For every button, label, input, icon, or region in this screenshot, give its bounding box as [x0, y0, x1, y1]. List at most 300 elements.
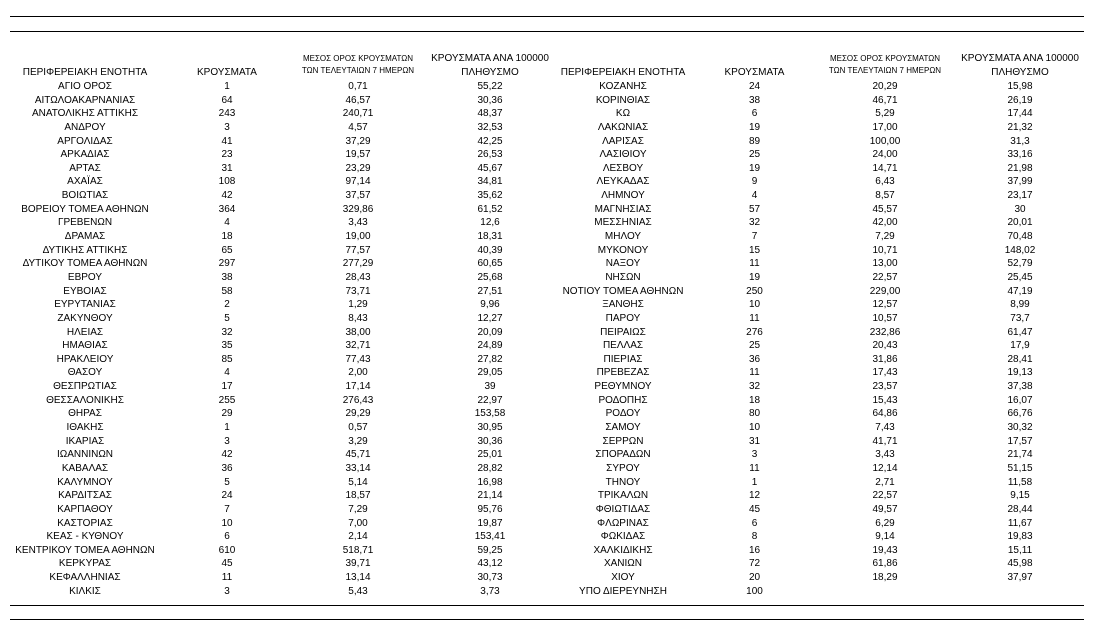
cases-cell: 4: [224, 217, 230, 229]
avg-cell: 29,29: [345, 408, 371, 420]
region-cell: ΣΑΜΟΥ: [605, 422, 641, 434]
per100k-cell: 26,19: [1007, 94, 1033, 106]
avg-cell: 31,86: [872, 353, 898, 365]
per100k-cell: 8,99: [1010, 299, 1030, 311]
region-cell: ΧΙΟΥ: [611, 572, 635, 584]
avg-cell: 46,71: [872, 94, 898, 106]
per100k-cell: 9,96: [480, 299, 500, 311]
cases-cell: 36: [221, 462, 233, 474]
avg-cell: 7,29: [348, 503, 368, 515]
header-top-rule: [10, 31, 1084, 32]
avg-cell: 49,57: [872, 503, 898, 515]
table-bottom-rule: [10, 605, 1084, 606]
header-avg-line1: ΜΕΣΟΣ ΟΡΟΣ ΚΡΟΥΣΜΑΤΩΝ: [829, 54, 941, 63]
region-cell: ΛΕΣΒΟΥ: [602, 162, 644, 174]
per100k-cell: 17,57: [1007, 435, 1033, 447]
avg-cell: 18,29: [872, 572, 898, 584]
region-cell: ΒΟΙΩΤΙΑΣ: [61, 190, 109, 202]
cases-cell: 276: [746, 326, 763, 338]
region-cell: ΛΑΚΩΝΙΑΣ: [597, 121, 649, 133]
cases-cell: 3: [224, 585, 230, 597]
per100k-cell: 20,01: [1007, 217, 1033, 229]
cases-cell: 65: [221, 244, 233, 256]
avg-cell: 45,57: [872, 203, 898, 215]
region-cell: ΜΗΛΟΥ: [604, 231, 642, 243]
per100k-cell: 25,45: [1007, 271, 1033, 283]
region-cell: ΗΡΑΚΛΕΙΟΥ: [56, 353, 114, 365]
per100k-cell: 45,67: [477, 162, 503, 174]
cases-cell: 42: [221, 190, 233, 202]
per100k-cell: 28,44: [1007, 503, 1033, 515]
cases-cell: 3: [224, 121, 230, 133]
avg-cell: 12,57: [872, 299, 898, 311]
cases-cell: 6: [751, 108, 758, 120]
region-cell: ΕΥΒΟΙΑΣ: [63, 285, 107, 297]
avg-cell: 15,43: [872, 394, 898, 406]
region-cell: ΛΑΣΙΘΙΟΥ: [599, 149, 647, 161]
region-cell: ΜΑΓΝΗΣΙΑΣ: [594, 203, 652, 215]
cases-cell: 12: [748, 490, 761, 502]
per100k-cell: 19,83: [1007, 531, 1033, 543]
cases-cell: 3: [224, 435, 230, 447]
cases-cell: 19: [748, 162, 761, 174]
header-cases-right: ΚΡΟΥΣΜΑΤΑ: [724, 67, 785, 78]
per100k-cell: 30,73: [477, 572, 503, 584]
region-cell: ΚΕΑΣ - ΚΥΘΝΟΥ: [46, 531, 124, 543]
region-cell: ΙΩΑΝΝΙΝΩΝ: [56, 449, 114, 461]
region-cell: ΚΕΡΚΥΡΑΣ: [58, 558, 112, 570]
avg-cell: 20,43: [872, 340, 898, 352]
region-cell: ΡΕΘΥΜΝΟΥ: [594, 381, 652, 393]
avg-cell: 20,29: [872, 81, 898, 92]
avg-cell: 0,57: [348, 422, 368, 434]
per100k-cell: 16,98: [477, 476, 503, 488]
avg-cell: 0,71: [348, 81, 368, 92]
per100k-cell: 20,09: [477, 326, 503, 338]
avg-cell: 518,71: [342, 544, 374, 556]
region-cell: ΣΕΡΡΩΝ: [602, 435, 644, 447]
avg-cell: 10,71: [872, 244, 898, 256]
header-per100k-line2: ΠΛΗΘΥΣΜΟ: [991, 67, 1049, 78]
cases-cell: 58: [221, 285, 233, 297]
left-avg-column: [313, 80, 403, 598]
per100k-cell: 28,82: [477, 462, 503, 474]
avg-cell: 277,29: [342, 258, 374, 270]
avg-cell: 10,57: [872, 312, 898, 324]
cases-cell: 11: [749, 462, 760, 474]
cases-cell: 41: [221, 135, 233, 147]
avg-cell: 4,57: [348, 121, 368, 133]
avg-cell: 12,14: [872, 462, 898, 474]
region-cell: ΘΑΣΟΥ: [67, 367, 103, 379]
region-cell: ΠΕΙΡΑΙΩΣ: [600, 326, 646, 338]
cases-cell: 8: [751, 531, 758, 543]
per100k-cell: 25,01: [477, 449, 503, 461]
header-per100k-line1: ΚΡΟΥΣΜΑΤΑ ΑΝΑ 100000: [961, 53, 1079, 64]
region-cell: ΠΕΛΛΑΣ: [602, 340, 644, 352]
cases-cell: 10: [748, 299, 761, 311]
cases-cell: 45: [221, 558, 233, 570]
region-cell: ΚΑΡΔΙΤΣΑΣ: [58, 490, 112, 502]
avg-cell: 6,43: [875, 176, 895, 188]
cases-cell: 18: [748, 394, 761, 406]
per100k-cell: 55,22: [477, 81, 503, 92]
region-cell: ΑΙΤΩΛΟΑΚΑΡΝΑΝΙΑΣ: [34, 94, 136, 106]
avg-cell: 5,14: [348, 476, 368, 488]
region-cell: ΘΕΣΣΑΛΟΝΙΚΗΣ: [46, 394, 124, 406]
per100k-cell: 16,07: [1007, 394, 1033, 406]
per100k-cell: 45,98: [1007, 558, 1033, 570]
avg-cell: 19,57: [345, 149, 371, 161]
avg-cell: 2,71: [875, 476, 895, 488]
per100k-cell: 43,12: [477, 558, 503, 570]
header-avg-line2: ΤΩΝ ΤΕΛΕΥΤΑΙΩΝ 7 ΗΜΕΡΩΝ: [301, 66, 415, 75]
cases-cell: 10: [221, 517, 233, 529]
region-cell: ΒΟΡΕΙΟΥ ΤΟΜΕΑ ΑΘΗΝΩΝ: [21, 203, 149, 215]
region-cell: ΑΝΔΡΟΥ: [64, 121, 106, 133]
per100k-cell: 30,36: [477, 435, 503, 447]
cases-cell: 610: [218, 544, 236, 556]
per100k-cell: 21,98: [1007, 162, 1033, 174]
per100k-cell: 11,67: [1007, 517, 1033, 529]
per100k-cell: 9,15: [1010, 490, 1030, 502]
avg-cell: 14,71: [872, 162, 898, 174]
per100k-cell: 95,76: [477, 503, 503, 515]
region-cell: ΚΑΛΥΜΝΟΥ: [57, 476, 113, 488]
per100k-cell: 3,73: [480, 585, 500, 597]
cases-cell: 297: [218, 258, 236, 270]
per100k-cell: 18,31: [477, 231, 503, 243]
per100k-cell: 26,53: [477, 149, 503, 161]
avg-cell: 8,43: [348, 312, 368, 324]
cases-cell: 89: [748, 135, 761, 147]
per100k-cell: [975, 585, 1065, 599]
cases-cell: 32: [221, 326, 233, 338]
region-cell: ΗΜΑΘΙΑΣ: [62, 340, 108, 352]
region-cell: ΗΛΕΙΑΣ: [66, 326, 104, 338]
cases-cell: 64: [221, 94, 233, 106]
region-cell: ΕΒΡΟΥ: [67, 271, 103, 283]
avg-cell: 2,14: [348, 531, 368, 543]
header-per100k-line2: ΠΛΗΘΥΣΜΟ: [461, 67, 519, 78]
cases-cell: 18: [221, 231, 233, 243]
cases-cell: 32: [748, 217, 761, 229]
region-cell: ΤΡΙΚΑΛΩΝ: [597, 490, 649, 502]
header-per100k-right: [950, 52, 1090, 80]
cases-cell: 9: [751, 176, 758, 188]
cases-cell: 57: [748, 203, 761, 215]
cases-cell: 4: [224, 367, 230, 379]
per100k-cell: 47,19: [1007, 285, 1033, 297]
per100k-cell: 25,68: [477, 271, 503, 283]
avg-cell: 38,00: [345, 326, 371, 338]
left-per100k-column: [445, 80, 535, 598]
avg-cell: 17,43: [872, 367, 898, 379]
region-cell: ΥΠΟ ΔΙΕΡΕΥΝΗΣΗ: [579, 585, 667, 597]
avg-cell: 9,14: [875, 531, 895, 543]
avg-cell: 41,71: [872, 435, 898, 447]
avg-cell: 7,00: [348, 517, 368, 529]
bottom-rule: [10, 619, 1084, 620]
header-avg-left: [288, 53, 428, 77]
avg-cell: 5,29: [875, 108, 895, 120]
region-cell: ΦΩΚΙΔΑΣ: [600, 531, 646, 543]
region-cell: ΛΗΜΝΟΥ: [601, 190, 645, 202]
region-cell: ΡΟΔΟΠΗΣ: [598, 394, 648, 406]
region-cell: ΦΘΙΩΤΙΔΑΣ: [595, 503, 651, 515]
avg-cell: 37,57: [345, 190, 371, 202]
cases-cell: 100: [746, 585, 763, 597]
avg-cell: 8,57: [875, 190, 895, 202]
cases-cell: 1: [751, 476, 758, 488]
avg-cell: 97,14: [345, 176, 371, 188]
per100k-cell: 27,51: [477, 285, 503, 297]
region-cell: ΔΡΑΜΑΣ: [64, 231, 106, 243]
region-cell: ΘΗΡΑΣ: [68, 408, 102, 420]
per100k-cell: 12,6: [480, 217, 500, 229]
cases-cell: 31: [221, 162, 233, 174]
per100k-cell: 11,58: [1007, 476, 1033, 488]
avg-cell: 3,43: [348, 217, 368, 229]
header-per100k-line1: ΚΡΟΥΣΜΑΤΑ ΑΝΑ 100000: [431, 53, 549, 64]
region-cell: ΧΑΝΙΩΝ: [603, 558, 643, 570]
region-cell: ΚΑΒΑΛΑΣ: [61, 462, 109, 474]
per100k-cell: 32,53: [477, 121, 503, 133]
avg-cell: 3,43: [875, 449, 895, 461]
left-region-column: [10, 80, 160, 598]
cases-cell: 7: [224, 503, 230, 515]
cases-cell: 108: [218, 176, 236, 188]
per100k-cell: 15,11: [1007, 544, 1033, 556]
cases-cell: 16: [748, 544, 761, 556]
cases-cell: 38: [748, 94, 761, 106]
per100k-cell: 27,82: [477, 353, 503, 365]
cases-cell: 3: [751, 449, 758, 461]
per100k-cell: 40,39: [477, 244, 503, 256]
cases-cell: 2: [224, 299, 230, 311]
avg-cell: 61,86: [872, 558, 898, 570]
avg-cell: 7,43: [875, 422, 895, 434]
avg-cell: 39,71: [345, 558, 371, 570]
per100k-cell: 24,89: [477, 340, 503, 352]
per100k-cell: 39: [484, 381, 496, 393]
avg-cell: 229,00: [869, 285, 901, 297]
header-avg-right: [815, 53, 955, 77]
per100k-cell: 29,05: [477, 367, 503, 379]
per100k-cell: 70,48: [1007, 231, 1033, 243]
region-cell: ΙΘΑΚΗΣ: [66, 422, 104, 434]
cases-cell: 45: [748, 503, 761, 515]
region-cell: ΑΝΑΤΟΛΙΚΗΣ ΑΤΤΙΚΗΣ: [31, 108, 139, 120]
right-per100k-column: [975, 80, 1065, 598]
per100k-cell: 37,99: [1007, 176, 1033, 188]
cases-cell: 11: [221, 572, 233, 584]
cases-cell: 31: [748, 435, 761, 447]
avg-cell: 45,71: [345, 449, 371, 461]
avg-cell: 240,71: [342, 108, 374, 120]
per100k-cell: 17,44: [1007, 108, 1033, 120]
cases-cell: 6: [224, 531, 230, 543]
per100k-cell: 22,97: [477, 394, 503, 406]
per100k-cell: 21,74: [1007, 449, 1033, 461]
avg-cell: 7,29: [875, 231, 895, 243]
avg-cell: 28,43: [345, 271, 371, 283]
cases-cell: 243: [218, 108, 236, 120]
per100k-cell: 12,27: [477, 312, 503, 324]
cases-cell: 80: [748, 408, 761, 420]
per100k-cell: 15,98: [1007, 81, 1033, 92]
cases-cell: 20: [748, 572, 761, 584]
region-cell: ΚΟΡΙΝΘΙΑΣ: [595, 94, 651, 106]
region-cell: ΞΑΝΘΗΣ: [602, 299, 644, 311]
per100k-cell: 73,7: [1010, 312, 1030, 324]
region-cell: ΑΡΤΑΣ: [69, 162, 101, 174]
avg-cell: 77,43: [345, 353, 371, 365]
region-cell: ΙΚΑΡΙΑΣ: [65, 435, 105, 447]
region-cell: ΣΠΟΡΑΔΩΝ: [595, 449, 651, 461]
header-avg-line1: ΜΕΣΟΣ ΟΡΟΣ ΚΡΟΥΣΜΑΤΩΝ: [302, 54, 414, 63]
avg-cell: 100,00: [869, 135, 901, 147]
region-cell: ΑΓΙΟ ΟΡΟΣ: [58, 81, 112, 92]
per100k-cell: 30,36: [477, 94, 503, 106]
cases-cell: 15: [748, 244, 761, 256]
avg-cell: 17,00: [872, 121, 898, 133]
per100k-cell: 52,79: [1007, 258, 1033, 270]
region-cell: ΔΥΤΙΚΗΣ ΑΤΤΙΚΗΣ: [42, 244, 128, 256]
avg-cell: 1,29: [348, 299, 368, 311]
region-cell: ΚΕΦΑΛΛΗΝΙΑΣ: [49, 572, 121, 584]
per100k-cell: 23,17: [1007, 190, 1033, 202]
region-cell: ΚΑΡΠΑΘΟΥ: [57, 503, 113, 515]
region-cell: ΝΟΤΙΟΥ ΤΟΜΕΑ ΑΘΗΝΩΝ: [562, 285, 684, 297]
per100k-cell: 30,95: [477, 422, 503, 434]
cases-cell: 23: [221, 149, 233, 161]
region-cell: ΝΗΣΩΝ: [605, 271, 641, 283]
cases-cell: 11: [749, 258, 760, 270]
left-cases-column: [192, 80, 262, 598]
cases-cell: 250: [746, 285, 763, 297]
cases-cell: 1: [224, 81, 230, 92]
per100k-cell: 153,41: [474, 531, 506, 543]
avg-cell: 232,86: [869, 326, 901, 338]
per100k-cell: 51,15: [1007, 462, 1033, 474]
cases-cell: 11: [749, 367, 760, 379]
header-cases-left: ΚΡΟΥΣΜΑΤΑ: [197, 67, 257, 78]
cases-cell: 255: [218, 394, 236, 406]
region-cell: ΛΑΡΙΣΑΣ: [602, 135, 644, 147]
region-cell: ΚΕΝΤΡΙΚΟΥ ΤΟΜΕΑ ΑΘΗΝΩΝ: [15, 544, 155, 556]
header-region-right: ΠΕΡΙΦΕΡΕΙΑΚΗ ΕΝΟΤΗΤΑ: [560, 67, 686, 78]
region-cell: ΠΙΕΡΙΑΣ: [603, 353, 643, 365]
region-cell: ΚΑΣΤΟΡΙΑΣ: [57, 517, 113, 529]
region-cell: ΦΛΩΡΙΝΑΣ: [597, 517, 649, 529]
cases-cell: 19: [748, 121, 761, 133]
cases-cell: 72: [748, 558, 761, 570]
avg-cell: 23,57: [872, 381, 898, 393]
cases-cell: 35: [221, 340, 233, 352]
region-cell: ΡΟΔΟΥ: [605, 408, 641, 420]
avg-cell: 64,86: [872, 408, 898, 420]
avg-cell: 22,57: [872, 490, 898, 502]
cases-cell: 11: [749, 312, 760, 324]
right-cases-column: [717, 80, 792, 598]
cases-cell: 25: [748, 149, 761, 161]
per100k-cell: 34,81: [477, 176, 503, 188]
per100k-cell: 60,65: [477, 258, 503, 270]
avg-cell: 18,57: [345, 490, 371, 502]
cases-cell: 6: [751, 517, 758, 529]
per100k-cell: 61,52: [477, 203, 503, 215]
per100k-cell: 35,62: [477, 190, 503, 202]
region-cell: ΑΡΚΑΔΙΑΣ: [60, 149, 110, 161]
per100k-cell: 37,97: [1007, 572, 1033, 584]
region-cell: ΚΟΖΑΝΗΣ: [599, 81, 647, 92]
cases-cell: 4: [751, 190, 758, 202]
region-cell: ΣΥΡΟΥ: [606, 462, 640, 474]
avg-cell: 3,29: [348, 435, 368, 447]
region-cell: ΠΑΡΟΥ: [605, 312, 641, 324]
region-cell: ΛΕΥΚΑΔΑΣ: [596, 176, 650, 188]
avg-cell: 23,29: [345, 162, 371, 174]
avg-cell: 46,57: [345, 94, 371, 106]
region-cell: ΜΥΚΟΝΟΥ: [597, 244, 649, 256]
region-cell: ΔΥΤΙΚΟΥ ΤΟΜΕΑ ΑΘΗΝΩΝ: [22, 258, 148, 270]
avg-cell: 6,29: [875, 517, 895, 529]
right-avg-column: [840, 80, 930, 598]
avg-cell: 33,14: [345, 462, 371, 474]
avg-cell: 17,14: [345, 381, 371, 393]
per100k-cell: 37,38: [1007, 381, 1033, 393]
avg-cell: 19,00: [345, 231, 371, 243]
avg-cell: [840, 585, 930, 599]
avg-cell: 37,29: [345, 135, 371, 147]
region-cell: ΕΥΡΥΤΑΝΙΑΣ: [54, 299, 116, 311]
avg-cell: 77,57: [345, 244, 371, 256]
avg-cell: 19,43: [872, 544, 898, 556]
per100k-cell: 30,32: [1007, 422, 1033, 434]
cases-cell: 1: [224, 422, 230, 434]
cases-cell: 38: [221, 271, 233, 283]
right-region-column: [548, 80, 698, 598]
cases-cell: 24: [221, 490, 233, 502]
cases-cell: 25: [748, 340, 761, 352]
avg-cell: 24,00: [872, 149, 898, 161]
cases-cell: 32: [748, 381, 761, 393]
cases-cell: 36: [748, 353, 761, 365]
avg-cell: 32,71: [345, 340, 371, 352]
per100k-cell: 42,25: [477, 135, 503, 147]
per100k-cell: 17,9: [1010, 340, 1030, 352]
avg-cell: 276,43: [342, 394, 374, 406]
avg-cell: 73,71: [345, 285, 371, 297]
region-cell: ΤΗΝΟΥ: [605, 476, 641, 488]
avg-cell: 13,00: [872, 258, 898, 270]
cases-cell: 29: [221, 408, 233, 420]
cases-cell: 10: [748, 422, 761, 434]
per100k-cell: 61,47: [1007, 326, 1033, 338]
region-cell: ΝΑΞΟΥ: [605, 258, 641, 270]
per100k-cell: 21,32: [1007, 121, 1033, 133]
per100k-cell: 30: [1014, 203, 1026, 215]
region-cell: ΚΩ: [615, 108, 631, 120]
per100k-cell: 66,76: [1007, 408, 1033, 420]
per100k-cell: 153,58: [474, 408, 506, 420]
header-avg-line2: ΤΩΝ ΤΕΛΕΥΤΑΙΩΝ 7 ΗΜΕΡΩΝ: [828, 66, 942, 75]
avg-cell: 329,86: [342, 203, 374, 215]
cases-cell: 17: [221, 381, 233, 393]
cases-cell: 24: [748, 81, 761, 92]
avg-cell: 42,00: [872, 217, 898, 229]
